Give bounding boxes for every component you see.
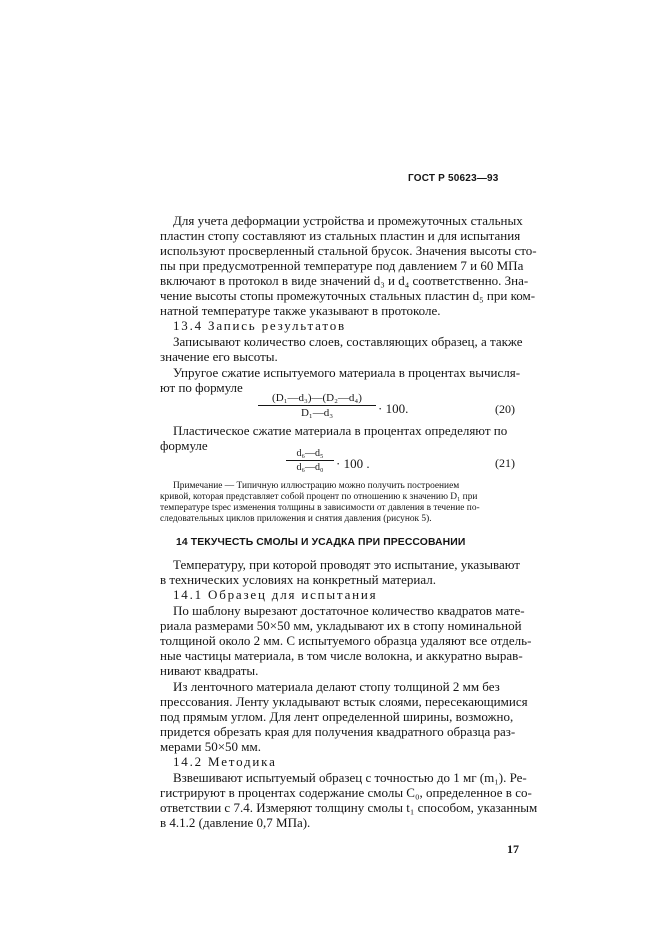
formula-20	[258, 392, 376, 419]
paragraph-line: чение высоты стопы промежуточных стальных пластин d₅ при ком-	[160, 288, 536, 303]
subsection-heading-14-1: 14.1 Образец для испытания	[173, 587, 378, 602]
paragraph-line: риала размерами 50×50 мм, укладывают их в стопу номинальной	[160, 618, 522, 633]
note-line: следовательных циклов приложения и снятия давления (рисунок 5).	[160, 514, 432, 524]
paragraph-line: толщиной около 2 мм. С испытуемого образца удаляют все отдель-	[160, 633, 532, 648]
paragraph-line: пластин стопу составляют из стальных пластин и для испытания	[160, 228, 521, 243]
formula-21	[286, 448, 334, 473]
paragraph-line: ные частицы материала, в том числе волокна, и аккуратно вырав-	[160, 648, 523, 663]
paragraph-line: Пластическое сжатие материала в процентах определяют по	[173, 423, 508, 438]
paragraph-line: прессования. Ленту укладывают встык слоями, пересекающимися	[160, 694, 528, 709]
formula-21-number: (21)	[495, 456, 515, 470]
section-heading-14: 14 ТЕКУЧЕСТЬ СМОЛЫ И УСАДКА ПРИ ПРЕССОВАНИИ	[176, 537, 466, 548]
subsection-heading-14-2: 14.2 Методика	[173, 754, 277, 769]
paragraph-line: натной температуре также указывают в протоколе.	[160, 303, 441, 318]
paragraph-line: пы при предусмотренной температуре под давлением 7 и 60 МПа	[160, 258, 524, 273]
paragraph-line: Температуру, при которой проводят это испытание, указывают	[173, 557, 520, 572]
paragraph-line: значение его высоты.	[160, 349, 278, 364]
formula-21-denominator: d₆—d₀	[296, 462, 324, 473]
paragraph-line: Для учета деформации устройства и промежуточных стальных	[173, 213, 523, 228]
paragraph-line: нивают квадраты.	[160, 663, 259, 678]
formula-20-denominator: D₁—d₃	[300, 407, 334, 419]
paragraph-line: По шаблону вырезают достаточное количество квадратов мате-	[173, 603, 525, 618]
subsection-heading-13-4: 13.4 Запись результатов	[173, 318, 346, 333]
paragraph-line: в 4.1.2 (давление 0,7 МПа).	[160, 815, 311, 830]
paragraph-line: мерами 50×50 мм.	[160, 739, 261, 754]
formula-20-numerator: (D₁—d₃)—(D₂—d₄)	[258, 392, 376, 406]
note-line: кривой, которая представляет собой процент по отношению к значению D₁ при	[160, 492, 478, 502]
paragraph-line: формуле	[160, 438, 208, 453]
document-header: ГОСТ Р 50623—93	[408, 173, 499, 184]
formula-20-multiplier: · 100.	[378, 401, 409, 416]
paragraph-line: используют просверленный стальной брусок. Значения высоты сто-	[160, 243, 537, 258]
paragraph-line: ответствии с 7.4. Измеряют толщину смолы t₁ способом, указанным	[160, 800, 538, 815]
paragraph-line: придется обрезать края для получения квадратного образца раз-	[160, 724, 516, 739]
paragraph-line: под прямым углом. Для лент определенной ширины, возможно,	[160, 709, 514, 724]
note-line: температуре tspec изменения толщины в зависимости от давления в течение по-	[160, 503, 480, 513]
paragraph-line: в технических условиях на конкретный материал.	[160, 572, 436, 587]
paragraph-line: Взвешивают испытуемый образец с точностью до 1 мг (m₁). Ре-	[173, 770, 527, 785]
paragraph-line: гистрируют в процентах содержание смолы C₀, определенное в со-	[160, 785, 532, 800]
formula-21-numerator: d₆—d₅	[286, 448, 334, 461]
formula-21-multiplier: · 100 .	[336, 456, 370, 471]
formula-20-number: (20)	[495, 402, 515, 416]
paragraph-line: включают в протокол в виде значений d₃ и d₄ соответственно. Зна-	[160, 273, 529, 288]
page-number: 17	[507, 842, 519, 856]
paragraph-line: Записывают количество слоев, составляющих образец, а также	[173, 334, 523, 349]
paragraph-line: ют по формуле	[160, 380, 243, 395]
paragraph-line: Из ленточного материала делают стопу толщиной 2 мм без	[173, 679, 500, 694]
paragraph-line: Упругое сжатие испытуемого материала в процентах вычисля-	[173, 365, 521, 380]
note-line: Примечание — Типичную иллюстрацию можно получить построением	[173, 481, 460, 491]
